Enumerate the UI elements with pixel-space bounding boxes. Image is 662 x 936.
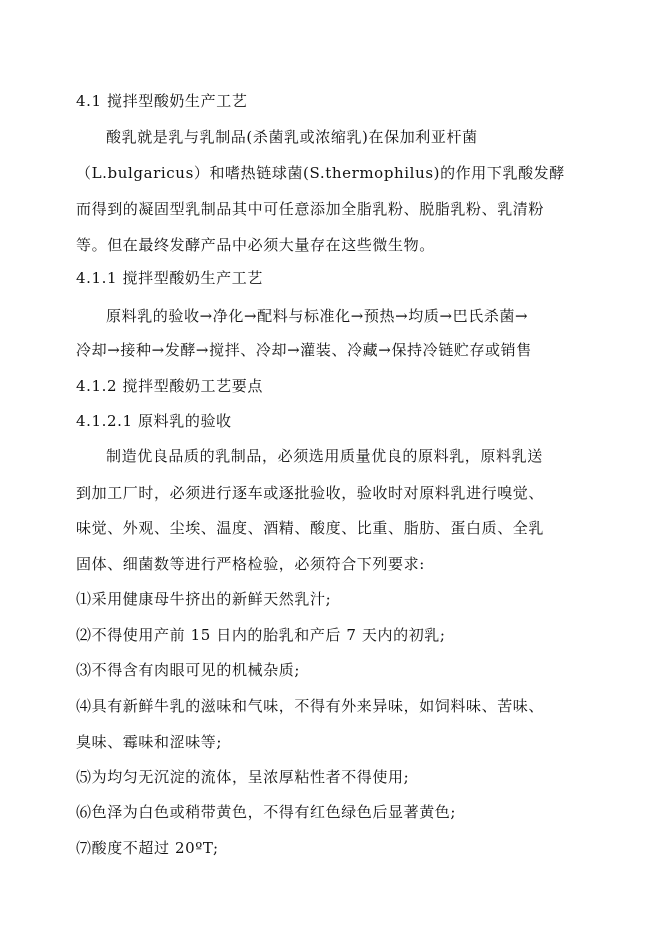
heading-4-1-2-1: 4.1.2.1 原料乳的验收: [76, 412, 232, 430]
heading-4-1: 4.1 搅拌型酸奶生产工艺: [76, 92, 248, 110]
heading-4-1-1: 4.1.1 搅拌型酸奶生产工艺: [76, 269, 263, 287]
list-item-5: ⑸为均匀无沉淀的流体，呈浓厚粘性者不得使用;: [76, 768, 410, 786]
list-item-4-cont: 臭味、霉味和涩味等;: [76, 733, 223, 751]
paragraph-line: 酸乳就是乳与乳制品(杀菌乳或浓缩乳)在保加利亚杆菌: [106, 128, 478, 146]
process-flow-line: 原料乳的验收→净化→配料与标准化→预热→均质→巴氏杀菌→: [106, 307, 529, 325]
list-item-1: ⑴采用健康母牛挤出的新鲜天然乳汁;: [76, 590, 332, 608]
heading-4-1-2: 4.1.2 搅拌型酸奶工艺要点: [76, 377, 263, 395]
paragraph-line: 而得到的凝固型乳制品其中可任意添加全脂乳粉、脱脂乳粉、乳清粉: [76, 200, 545, 218]
process-flow-line: 冷却→接种→发酵→搅拌、冷却→灌装、冷藏→保持冷链贮存或销售: [76, 341, 532, 359]
paragraph-line: 等。但在最终发酵产品中必须大量存在这些微生物。: [76, 236, 435, 254]
paragraph-line: 到加工厂时，必须进行逐车或逐批验收，验收时对原料乳进行嗅觉、: [76, 484, 545, 502]
paragraph-line: 制造优良品质的乳制品，必须选用质量优良的原料乳，原料乳送: [106, 447, 543, 465]
list-item-3: ⑶不得含有肉眼可见的机械杂质;: [76, 661, 301, 679]
list-item-6: ⑹色泽为白色或稍带黄色，不得有红色绿色后显著黄色;: [76, 803, 457, 821]
list-item-2: ⑵不得使用产前 15 日内的胎乳和产后 7 天内的初乳;: [76, 626, 446, 644]
paragraph-line: 固体、细菌数等进行严格检验，必须符合下列要求:: [76, 555, 425, 573]
list-item-4: ⑷具有新鲜牛乳的滋味和气味，不得有外来异味，如饲料味、苦味、: [76, 697, 545, 715]
list-item-7: ⑺酸度不超过 20ºT;: [76, 839, 219, 857]
paragraph-line: 味觉、外观、尘埃、温度、酒精、酸度、比重、脂肪、蛋白质、全乳: [76, 519, 545, 537]
paragraph-line: （L.bulgaricus）和嗜热链球菌(S.thermophilus)的作用下乳酸发酵: [76, 164, 565, 182]
